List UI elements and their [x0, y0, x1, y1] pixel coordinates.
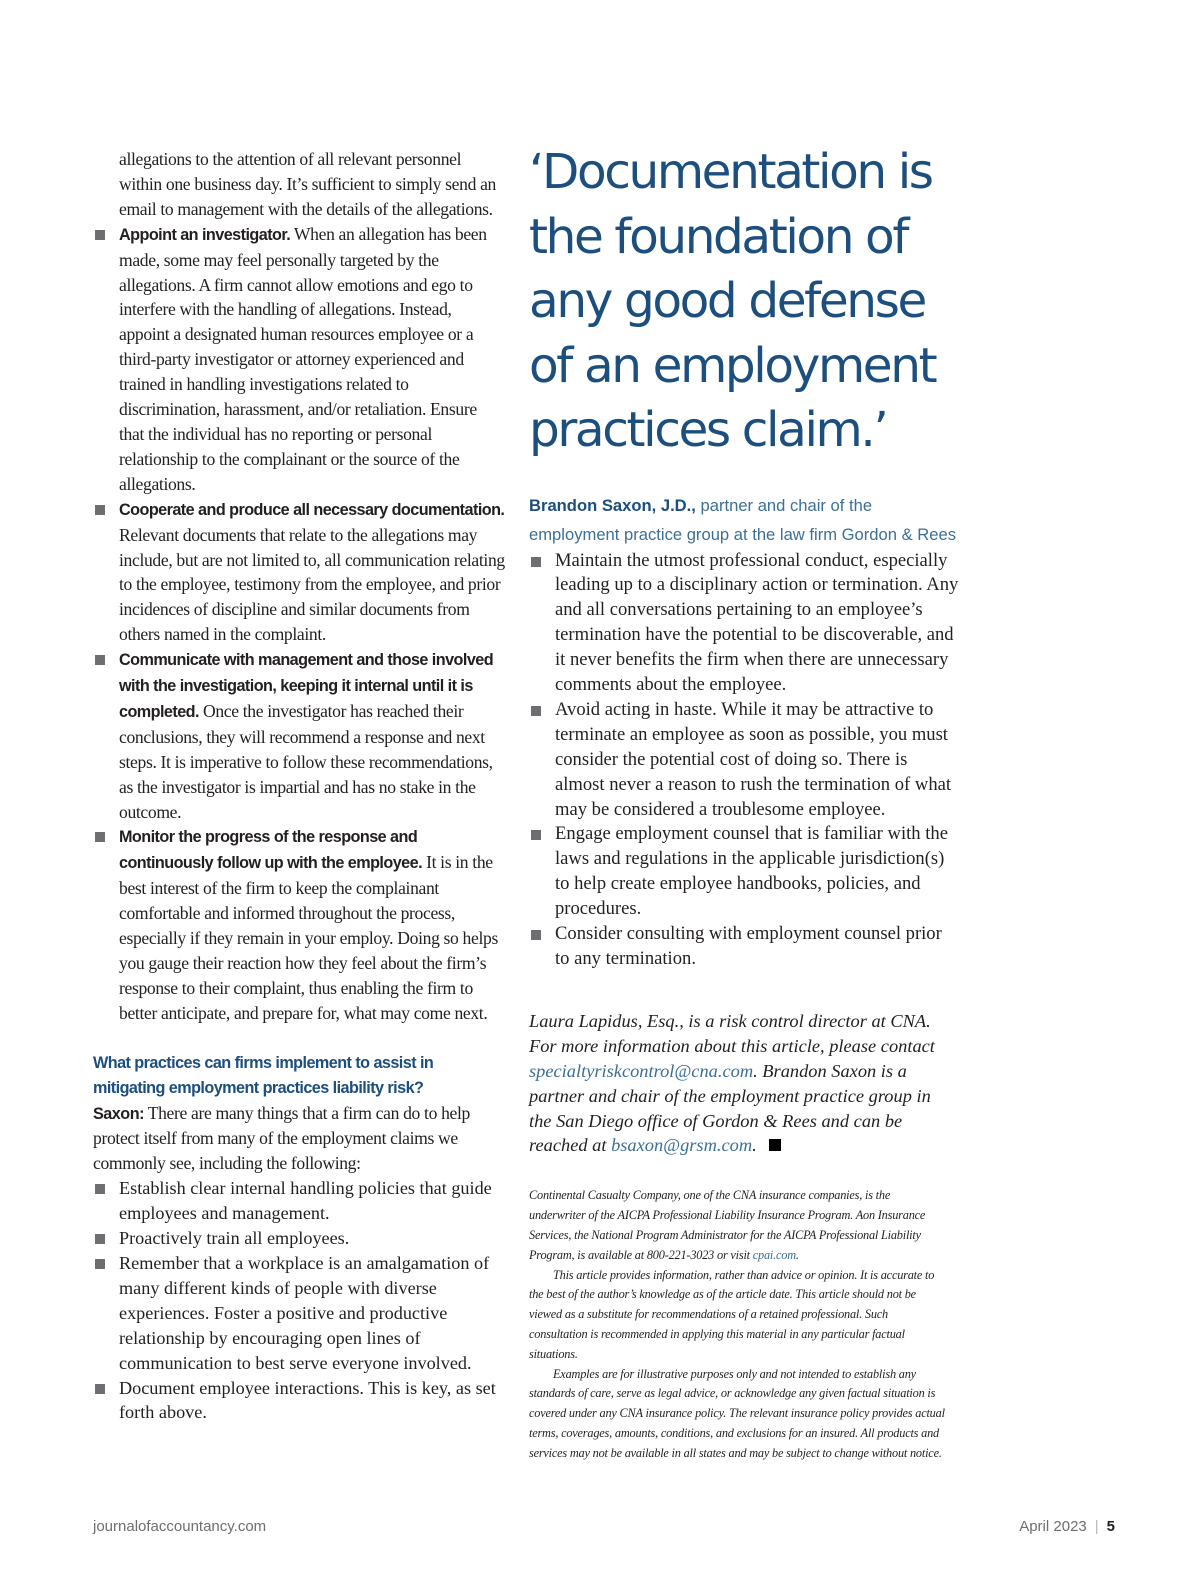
step-text: Relevant documents that relate to the allegations may include, but are not limited to, all communication relating to the employee, testimony from the employee, and prior incidences of discipline and similar documents from others named in the complaint. [119, 524, 505, 645]
square-bullet-icon [95, 505, 105, 515]
bio-text: . Brandon Saxon is a partner and chair of the employment practice group in the San Diego office of Gordon & Rees and can be reached at [529, 1060, 931, 1156]
square-bullet-icon [95, 1234, 105, 1244]
page-number: 5 [1106, 1518, 1115, 1535]
practice-text: Document employee interactions. This is key, as set forth above. [119, 1377, 496, 1423]
list-item [93, 824, 505, 1025]
disclaimer-text: Continental Casualty Company, one of the CNA insurance companies, is the underwriter of the AICPA Professional Liability Insurance Program. Aon Insurance Services, the National Program Administrator for the AICPA Professional Liability Program, is available at 800-221-3023 or visit [529, 1188, 926, 1262]
practice-text: Proactively train all employees. [119, 1228, 350, 1249]
cpai-link[interactable]: cpai.com [752, 1247, 796, 1262]
quote-attribution [529, 491, 959, 549]
question-heading: What practices can firms implement to assist in mitigating employment practices liability risk? [93, 1053, 434, 1097]
step-text: It is in the best interest of the firm to keep the complainant comfortable and informed throughout the process, especially if they remain in your employ. Doing so helps you gauge their reaction how they feel about the firm’s response to their complaint, thus enabling the firm to better anticipate, and prepare for, what may come next. [119, 852, 498, 1023]
list-item [529, 549, 959, 698]
email-link-saxon[interactable]: bsaxon@grsm.com [611, 1135, 753, 1156]
answer-speaker: Saxon: [93, 1104, 144, 1123]
list-item [93, 1176, 505, 1226]
practice-text: Engage employment counsel that is familiar with the laws and regulations in the applicable jurisdiction(s) to help create employee handbooks, policies, and procedures. [555, 823, 948, 920]
answer-text: There are many things that a firm can do to help protect itself from many of the employment claims we commonly see, including the following: [93, 1102, 470, 1174]
square-bullet-icon [95, 1184, 105, 1194]
continued-paragraph: allegations to the attention of all relevant personnel within one business day. It’s sufficient to simply send an email to management with the details of the allegations. [119, 149, 496, 219]
step-text: Once the investigator has reached their conclusions, they will recommend a response and next steps. It is imperative to follow these recommendations, as the investigator is impartial and has no stake in the outcome. [119, 700, 493, 822]
answer-intro [93, 1101, 505, 1177]
attribution-name: Brandon Saxon, J.D., [529, 495, 696, 515]
list-item [93, 1376, 505, 1426]
legal-disclaimer [529, 1186, 949, 1463]
square-bullet-icon [95, 230, 105, 240]
email-link-cna[interactable]: specialtyriskcontrol@cna.com [529, 1060, 754, 1081]
practices-list-right [529, 549, 959, 972]
square-bullet-icon [95, 832, 105, 842]
list-item [93, 647, 505, 824]
footer-page-info [1019, 1518, 1115, 1535]
list-item [529, 698, 959, 823]
list-item [93, 497, 505, 647]
square-bullet-icon [531, 557, 541, 567]
square-bullet-icon [531, 830, 541, 840]
square-bullet-icon [531, 930, 541, 940]
square-bullet-icon [95, 1384, 105, 1394]
footer-separator: | [1094, 1518, 1099, 1535]
end-of-article-icon [769, 1139, 781, 1151]
step-lead: Appoint an investigator. [119, 225, 291, 244]
practice-text: Maintain the utmost professional conduct, especially leading up to a disciplinary action or termination. Any and all conversations pertaining to an employee’s termination have the potential to be discoverable, and it never benefits the firm when there are unnecessary comments about the employee. [555, 549, 959, 696]
list-item [529, 922, 959, 972]
step-text: When an allegation has been made, some may feel personally targeted by the allegations. A firm cannot allow emotions and ego to interfere with the handling of allegations. Instead, appoint a designated human resources employee or a third-party investigator or attorney experienced and trained in handling investigations related to discrimination, harassment, and/or retaliation. Ensure that the individual has no reporting or personal relationship to the complainant or the source of the allegations. [119, 223, 487, 494]
investigation-steps-list [93, 222, 505, 1026]
practice-text: Avoid acting in haste. While it may be attractive to terminate an employee as soon as possible, you must consider the potential cost of doing so. There is almost never a reason to rush the termination of what may be considered a troublesome employee. [555, 698, 952, 820]
attribution-role: partner and chair of the employment practice group at the law firm Gordon & Rees [529, 495, 957, 544]
bio-text: Laura Lapidus, Esq., is a risk control director at CNA. For more information about this article, please contact [529, 1010, 935, 1056]
square-bullet-icon [531, 706, 541, 716]
practice-text: Remember that a workplace is an amalgamation of many different kinds of people with diverse experiences. Foster a positive and productive relationship by encouraging open lines of communication to best serve everyone involved. [119, 1252, 490, 1373]
footer-site: journalofaccountancy.com [93, 1518, 267, 1535]
practices-list-left [93, 1176, 505, 1425]
list-item [93, 222, 505, 497]
list-item [529, 822, 959, 922]
disclaimer-text: . [795, 1247, 799, 1262]
list-item [93, 1251, 505, 1376]
right-column [529, 140, 959, 1464]
list-item [93, 1226, 505, 1251]
step-lead: Communicate with management and those involved with the investigation, keeping it internal until it is completed. [119, 651, 494, 721]
disclaimer-paragraph [529, 1186, 949, 1265]
step-lead: Cooperate and produce all necessary documentation. [119, 500, 505, 519]
square-bullet-icon [95, 1259, 105, 1269]
disclaimer-paragraph: This article provides information, rather than advice or opinion. It is accurate to the best of the author’s knowledge as of the article date. This article should not be viewed as a substitute for recommendations of a retained professional. Such consultation is recommended in applying this material in any particular factual situations. [529, 1267, 935, 1361]
bio-text: . [752, 1135, 757, 1156]
author-bio [529, 1009, 949, 1158]
footer-date: April 2023 [1019, 1518, 1087, 1535]
pull-quote: ‘Documentation is the foundation of any good defense of an employment practices claim.’ [529, 144, 936, 458]
step-lead: Monitor the progress of the response and continuously follow up with the employee. [119, 828, 423, 873]
practice-text: Consider consulting with employment counsel prior to any termination. [555, 923, 942, 969]
square-bullet-icon [95, 655, 105, 665]
practice-text: Establish clear internal handling policies that guide employees and management. [119, 1178, 492, 1224]
disclaimer-paragraph: Examples are for illustrative purposes only and not intended to establish any standards of care, serve as legal advice, or acknowledge any given factual situation is covered under any CNA insurance policy. The relevant insurance policy provides actual terms, coverages, amounts, conditions, and exclusions for an insured. All products and services may not be available in all states and may be subject to change without notice. [529, 1366, 945, 1460]
left-column [93, 147, 505, 1425]
